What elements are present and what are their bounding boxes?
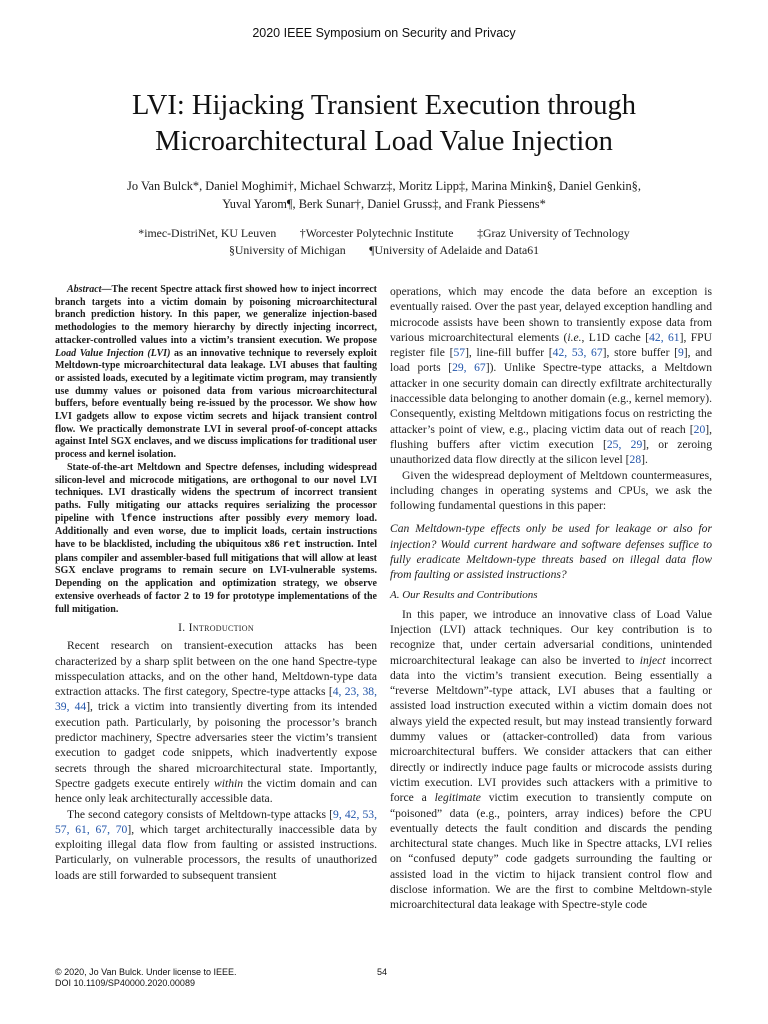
paper-title	[40, 88, 728, 160]
abstract-text: State-of-the-art Meltdown and Spectre defenses, including widespread silicon-level and microcode mitigations, are orthogonal to our novel LVI techniques. LVI drastically widens the spectrum of incorrect transient paths. Fully mitigating our attacks requires serializing the processor pipeline with	[55, 461, 377, 524]
venue-header: 2020 IEEE Symposium on Security and Privacy	[252, 26, 516, 40]
body-text: , L1D cache [	[581, 330, 650, 344]
body-text: ].	[641, 453, 648, 467]
authors-line-2: Yuval Yarom¶, Berk Sunar†, Daniel Gruss‡, and Frank Piessens*	[222, 197, 546, 211]
emphasis: inject	[639, 653, 666, 667]
body-text: ], trick a victim into transiently diverting from its intended execution path. Particularly, by poisoning the processor’s branch predictor machinery, Spectre adversaries steer the victim’s transient execution to gadget code snippets, which inadvertently expose secrets through the shared microarchitectural state. Importantly, Spectre gadgets execute entirely	[55, 700, 378, 790]
contributions-paragraph	[390, 607, 712, 913]
affiliations	[40, 225, 728, 259]
copyright-footer	[55, 967, 237, 989]
left-column	[55, 284, 377, 883]
citation-link[interactable]: 29, 67	[452, 361, 486, 375]
research-question: Can Meltdown-type effects only be used for leakage or also for injection? Would current hardware and software defenses suffice to fully eradicate Meltdown-type threats based on illegal data flow from faulting or assisted instructions?	[390, 522, 712, 582]
abstract-text: memory load. Additionally and even worse, due to implicit loads, certain instructions have to be blacklisted, including the ubiquitous x86	[55, 512, 377, 551]
code-ret: ret	[283, 540, 302, 552]
section-number: I.	[178, 621, 189, 635]
right-column	[390, 284, 712, 913]
emphasis: legitimate	[434, 791, 481, 805]
abstract-text: —The recent Spectre attack first showed how to inject incorrect branch targets into a victim domain by poisoning microarchitectural branch prediction history. In this paper, we generalize injection-based methodologies to the memory hierarchy by directly injecting incorrect, attacker-controlled values into a victim’s transient execution. We propose	[55, 284, 377, 346]
abstract-paragraph-1	[55, 284, 377, 462]
body-text: ]). Unlike Spectre-type attacks, a Meltdown attacker in one security domain can directly exfiltrate architecturally inaccessible data belonging to another domain (e.g., kernel memory). Consequently, existing Meltdown mitigations focus on restricting the attacker’s point of view, e.g., placing victim data out of reach [	[390, 361, 713, 436]
body-text: ], store buffer [	[602, 346, 678, 360]
intro-paragraph-3	[390, 284, 712, 468]
section-title: Introduction	[188, 621, 254, 635]
body-text: incorrect data into the victim’s transient execution. Being essentially a “reverse Meltdown”-type attack, LVI abuses that a faulting or assisted load instruction executed within a victim domain does not always yield the expected result, but may instead transiently forward dummy values or (attacker-controlled) data from various microarchitectural buffers. We consider attackers that can either directly or indirectly induce page faults or microcode assists during victim execution. LVI provides such attackers with a primitive to force a	[390, 653, 713, 805]
body-text: Recent research on transient-execution attacks has been characterized by a sharp split between on the one hand Spectre-type misspeculation attacks, and on the other hand, Meltdown-type data extraction attacks. The first category, Spectre-type attacks [	[55, 639, 377, 699]
body-text: The second category consists of Meltdown-type attacks [	[67, 807, 334, 821]
citation-link[interactable]: 28	[629, 453, 642, 467]
section-heading-introduction	[55, 621, 377, 634]
body-text: ], FPU register file [	[390, 330, 712, 360]
authors-line-1: Jo Van Bulck*, Daniel Moghimi†, Michael Schwarz‡, Moritz Lipp‡, Marina Minkin§, Daniel Genkin§,	[127, 179, 641, 193]
page-number: 54	[377, 967, 388, 977]
abstract-text: as an innovative technique to reversely exploit Meltdown-type microarchitectural data leakage. LVI abuses that faulting or assisted loads, executed by a legitimate victim program, may transiently use dummy values or poisoned data from various microarchitectural buffers, before eventually being re-issued by the processor. We show how LVI gadgets allow to expose victim secrets and hijack transient control flow. We practically demonstrate LVI in several proof-of-concept attacks against Intel SGX enclaves, and we discuss implications for traditional user process and kernel isolation.	[55, 347, 377, 461]
emphasis: within	[214, 776, 244, 790]
title-line-2: Microarchitectural Load Value Injection	[155, 126, 613, 157]
citation-link[interactable]: 20	[693, 422, 706, 436]
abstract-lvi-term: Load Value Injection (LVI)	[55, 347, 171, 359]
body-text: ], which target architecturally inaccessible data by exploiting illegal data flow from faulting or assisted instructions. Particularly, on vulnerable processors, the results of unauthorized loads are still forwarded to subsequent transient	[55, 822, 378, 882]
abstract-text: instructions after possibly	[156, 512, 287, 524]
citation-link[interactable]: 42, 61	[649, 330, 680, 344]
intro-paragraph-1	[55, 638, 377, 806]
author-list	[40, 177, 728, 213]
abstract-label: Abstract	[67, 284, 102, 295]
body-text: ], flushing buffers after victim execution [	[390, 422, 712, 451]
body-text: In this paper, we introduce an innovative class of Load Value Injection (LVI) attack techniques. Our key contribution is to recognize that, under certain adversarial conditions, unintended microarchitectural leakage can also be inverted to	[390, 607, 712, 667]
citation-link[interactable]: 9, 42, 53, 57, 61, 67, 70	[55, 807, 377, 836]
copyright-notice: © 2020, Jo Van Bulck. Under license to IEEE.	[55, 967, 237, 977]
code-lfence: lfence	[120, 513, 157, 525]
body-text: ], line-fill buffer [	[465, 346, 553, 360]
citation-link[interactable]: 57	[453, 346, 466, 360]
body-text: operations, which may encode the data before an exception is eventually raised. Over the past year, delayed exception handling and microcode assists have been shown to transiently expose data from various microarchitectural elements (	[390, 285, 712, 344]
abstract-text: instruction. Intel plans compiler and assembler-based full mitigations that will allow at least SGX enclave programs to remain secure on LVI-vulnerable systems. Depending on the application and optimization strategy, we observe extensive overheads of factor 2 to 19 for prototype implementations of the full mitigation.	[55, 539, 378, 615]
emphasis: i.e.	[567, 330, 582, 344]
intro-paragraph-4: Given the widespread deployment of Meltdown countermeasures, including changes in operating systems and CPUs, we ask the following fundamental questions in this paper:	[390, 468, 712, 513]
body-text: ], or zeroing unauthorized data flow directly at the silicon level [	[390, 437, 712, 467]
citation-link[interactable]: 42, 53, 67	[552, 346, 603, 360]
affiliations-line-2: §University of Michigan ¶University of Adelaide and Data61	[228, 243, 540, 257]
body-text: ], and load ports [	[390, 346, 712, 375]
abstract-emphasis: every	[286, 512, 309, 524]
title-line-1: LVI: Hijacking Transient Execution through	[132, 90, 636, 121]
citation-link[interactable]: 25, 29	[606, 437, 643, 451]
body-text: victim execution to transiently compute on “poisoned” data (e.g., pointers, array indices) before the CPU eventually detects the fault condition and discards the pending architectural state changes. Much like in Spectre attacks, LVI relies on “confused deputy” code gadgets surrounding the faulting or assisted load in the victim to hijack transient control flow and disclose information. We are the first to combine Meltdown-style microarchitectural data leakage with Spectre-style code	[390, 791, 712, 912]
citation-link[interactable]: 9	[678, 346, 684, 360]
citation-link[interactable]: 4, 23, 38, 39, 44	[55, 685, 377, 714]
intro-paragraph-2	[55, 807, 377, 883]
affiliations-line-1: *imec-DistriNet, KU Leuven †Worcester Polytechnic Institute ‡Graz University of Technology	[138, 226, 630, 240]
abstract-paragraph-2	[55, 462, 377, 616]
doi: DOI 10.1109/SP40000.2020.00089	[55, 978, 195, 988]
subsection-heading: A. Our Results and Contributions	[390, 588, 538, 601]
body-text: the victim domain and can hence only leak architecturally accessible data.	[55, 776, 377, 806]
